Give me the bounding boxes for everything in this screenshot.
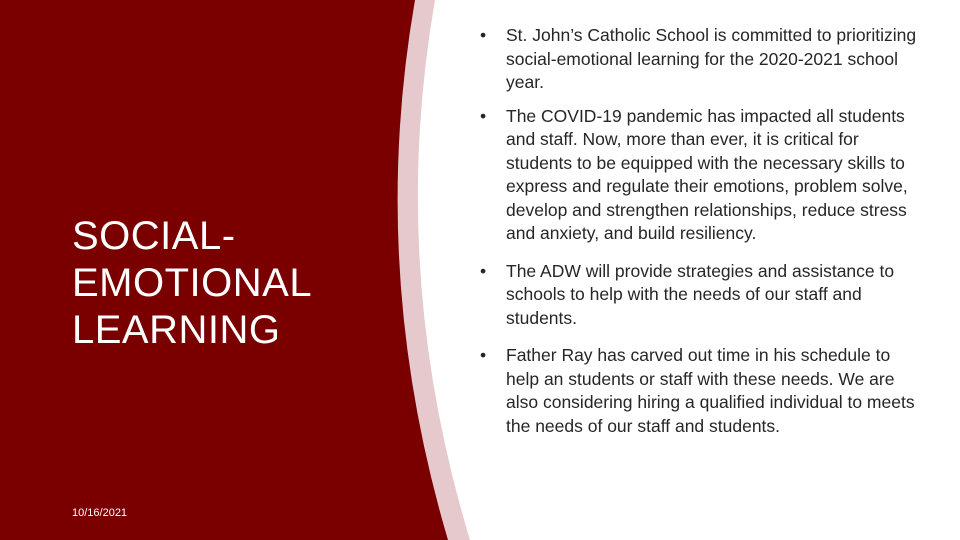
bullet-icon: • xyxy=(480,25,487,45)
bullet-text: St. John’s Catholic School is committed to prioritizing social-emotional learning for the 2020-2021 school year. xyxy=(506,25,917,92)
title-line-3: LEARNING xyxy=(72,308,281,352)
slide-date: 10/16/2021 xyxy=(72,507,128,519)
bullet-text: Father Ray has carved out time in his schedule to help an students or staff with these needs. We are also considering hiring a qualified individual to meets the needs of our staff and students. xyxy=(506,345,915,436)
bullet-list xyxy=(478,24,918,448)
bullet-item-father-ray xyxy=(478,344,918,438)
title-line-2: EMOTIONAL xyxy=(72,261,313,305)
bullet-item-adw xyxy=(478,260,918,331)
bullet-icon: • xyxy=(480,105,487,126)
bullet-item-commitment xyxy=(478,24,918,95)
bullet-text: The COVID-19 pandemic has impacted all students and staff. Now, more than ever, it is critical for students to be equipped with the necessary skills to express and regulate their emotions, problem solve, develop and strengthen relationships, reduce stress and anxiety, and build resiliency. xyxy=(506,105,908,243)
bullet-text: The ADW will provide strategies and assistance to schools to help with the needs of our staff and students. xyxy=(506,260,895,328)
slide-title xyxy=(72,213,372,354)
bullet-icon: • xyxy=(480,345,487,365)
bullet-item-pandemic xyxy=(478,105,918,246)
bullet-icon: • xyxy=(480,260,487,281)
title-line-1: SOCIAL- xyxy=(72,214,236,258)
